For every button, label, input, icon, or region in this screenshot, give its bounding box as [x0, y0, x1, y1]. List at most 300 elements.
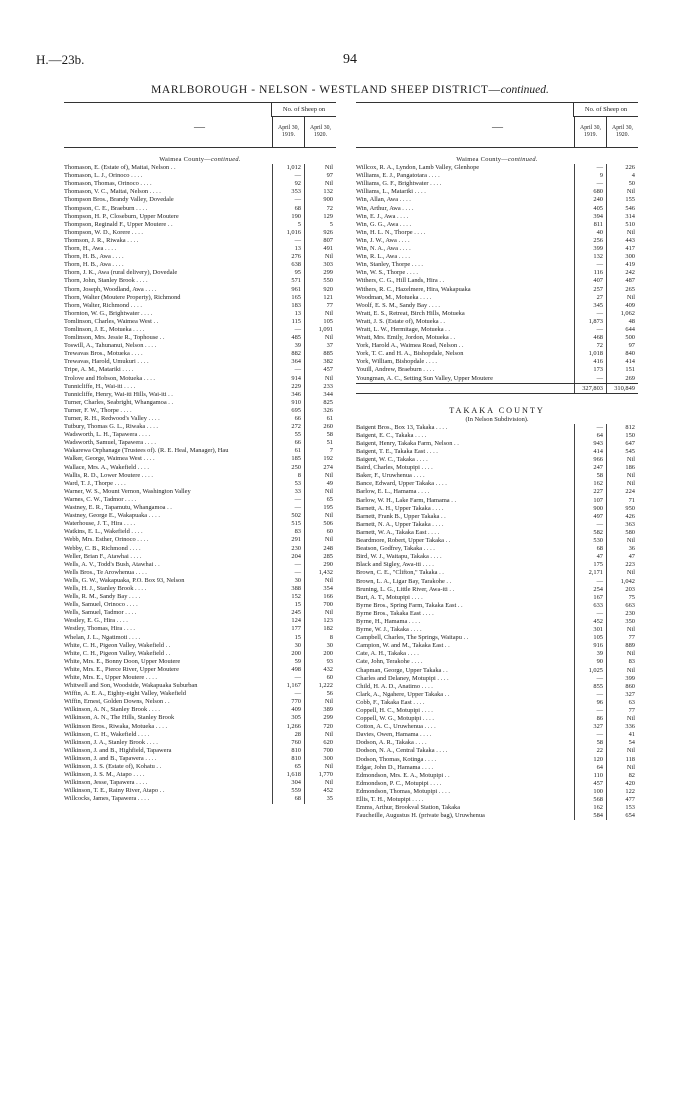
table-row — [64, 609, 336, 617]
table-row — [356, 569, 638, 577]
table-row — [64, 747, 336, 755]
table-row — [64, 690, 336, 698]
right-rows-takaka — [356, 424, 638, 821]
table-row — [64, 358, 336, 366]
table-row — [64, 342, 336, 350]
row-sheep-1920: 233 — [304, 383, 336, 391]
row-name: Thompson, W. D., Korere . . . . — [64, 228, 143, 236]
row-sheep-1919: — — [574, 610, 606, 618]
table-row — [64, 763, 336, 771]
table-row — [64, 569, 336, 577]
row-name: Cate, John, Terakohe . . . . — [356, 658, 423, 666]
row-name: Williams, G. F., Brightwater . . . . — [356, 180, 442, 188]
row-sheep-1919: 254 — [574, 586, 606, 594]
row-sheep-1919: 40 — [574, 229, 606, 237]
table-row — [64, 488, 336, 496]
row-name: Thomason, V. C., Maitai, Nelson . . . . — [64, 188, 161, 196]
row-sheep-1919: 364 — [272, 358, 304, 366]
row-sheep-1919: 96 — [574, 699, 606, 707]
table-row — [64, 431, 336, 439]
row-sheep-1920: 443 — [606, 237, 638, 245]
row-sheep-1920: 56 — [304, 690, 336, 698]
table-row — [64, 674, 336, 682]
row-name: Wallace, Mrs. A., Wakefield . . . . — [64, 463, 149, 471]
row-name: Trolove and Hobson, Motueka . . . . — [64, 374, 156, 382]
row-sheep-1919: 882 — [272, 350, 304, 358]
row-sheep-1920: 105 — [304, 318, 336, 326]
right-section-continued: continued. — [507, 156, 538, 163]
row-sheep-1920: 118 — [606, 756, 638, 764]
row-sheep-1920: 477 — [606, 796, 638, 804]
row-name: Youngman, A. C., Setting Sun Valley, Upper Moutere — [356, 374, 493, 382]
row-name: Burt, A. T., Motupipi . . . . — [356, 593, 423, 601]
row-name: Bance, Edward, Upper Takaka . . . . — [356, 480, 447, 488]
row-sheep-1919: 13 — [272, 245, 304, 253]
row-name: Woolf, E. S. M., Sandy Bay . . . . — [356, 301, 440, 309]
row-sheep-1920: 452 — [304, 787, 336, 795]
table-row — [356, 731, 638, 739]
row-sheep-1920: 60 — [304, 528, 336, 536]
row-sheep-1920: 1,770 — [304, 771, 336, 779]
table-row — [64, 706, 336, 714]
row-name: Thomason, E. (Estate of), Maitai, Nelson . . — [64, 164, 176, 172]
row-sheep-1920: 132 — [304, 188, 336, 196]
row-name: Cobb, F., Takaka East . . . . — [356, 698, 425, 706]
row-sheep-1919: 177 — [272, 625, 304, 633]
table-row — [64, 731, 336, 739]
row-name: Edgar, John D., Hamama . . . . — [356, 763, 434, 771]
row-name: Cate, A. H., Takaka . . . . — [356, 650, 419, 658]
table-row — [64, 480, 336, 488]
row-name: Clark, A., Ngahere, Upper Takaka . . — [356, 690, 450, 698]
row-name: Chapman, George, Upper Takaka . . — [356, 666, 448, 674]
row-sheep-1920: 150 — [606, 432, 638, 440]
row-sheep-1919: 1,873 — [574, 318, 606, 326]
row-sheep-1920: 419 — [606, 261, 638, 269]
row-name: Barlow, W. H., Lake Farm, Hamama . . — [356, 496, 457, 504]
row-sheep-1919: 229 — [272, 383, 304, 391]
table-row — [356, 229, 638, 237]
row-sheep-1919: 28 — [272, 731, 304, 739]
row-sheep-1919: — — [574, 521, 606, 529]
row-sheep-1920: 700 — [304, 747, 336, 755]
row-name: Webb, Mrs. Esther, Orinoco . . . . — [64, 536, 149, 544]
row-name: Faucheille, Augustus H. (private bag), Uruwhenua — [356, 812, 485, 820]
row-sheep-1920: Nil — [606, 456, 638, 464]
row-sheep-1919: 230 — [272, 545, 304, 553]
row-name: Tomlinson, Charles, Waimea West . . — [64, 317, 159, 325]
row-sheep-1920: 1,091 — [304, 326, 336, 334]
row-sheep-1919: 165 — [272, 294, 304, 302]
row-sheep-1920: Nil — [606, 747, 638, 755]
row-name: Coppell, H. C., Motupipi . . . . — [356, 707, 433, 714]
row-name: Wells, Samuel, Orinoco . . . . — [64, 601, 138, 609]
row-name: Wells, G. W., Wakapuaka, P.O. Box 93, Nelson — [64, 576, 185, 584]
row-name: York, William, Bishopdale . . . . — [356, 358, 437, 366]
row-name: Waterhouse, J. T., Hira . . . . — [64, 520, 136, 528]
row-sheep-1920: 720 — [304, 723, 336, 731]
row-sheep-1919: 100 — [574, 788, 606, 796]
row-sheep-1920: Nil — [606, 480, 638, 488]
row-name: Charles and Delaney, Motupipi . . . . — [356, 674, 449, 682]
row-sheep-1920: 71 — [606, 497, 638, 505]
row-name: Cotton, A. C., Uruwhenua . . . . — [356, 723, 436, 731]
row-sheep-1919: 86 — [574, 715, 606, 723]
table-row — [64, 205, 336, 213]
row-sheep-1919: 327 — [574, 723, 606, 731]
table-row — [356, 432, 638, 440]
row-sheep-1920: 545 — [606, 448, 638, 456]
row-sheep-1919: 1,016 — [272, 229, 304, 237]
row-sheep-1920: 51 — [304, 439, 336, 447]
row-sheep-1919: 515 — [272, 520, 304, 528]
row-sheep-1920: 58 — [304, 431, 336, 439]
row-sheep-1920: Nil — [606, 715, 638, 723]
row-name: Youill, Andrew, Braeburn . . . . — [356, 366, 435, 374]
right-column — [356, 102, 638, 820]
table-row — [356, 739, 638, 747]
row-sheep-1919: 584 — [574, 812, 606, 820]
row-name: Baird, Charles, Motupipi . . . . — [356, 464, 433, 472]
table-row — [64, 350, 336, 358]
table-row — [356, 545, 638, 553]
table-row — [356, 221, 638, 229]
row-sheep-1920: 812 — [606, 424, 638, 432]
row-sheep-1919: 39 — [272, 342, 304, 350]
row-sheep-1919: 1,167 — [272, 682, 304, 690]
row-sheep-1919: 291 — [272, 536, 304, 544]
row-sheep-1919: 68 — [272, 205, 304, 213]
row-sheep-1919: — — [272, 690, 304, 698]
table-row — [356, 358, 638, 366]
row-sheep-1920: Nil — [304, 472, 336, 480]
row-name: Brown, L. A., Ligar Bay, Tarakohe . . — [356, 577, 452, 585]
row-sheep-1919: — — [272, 504, 304, 512]
right-year2-header: April 30, 1920. — [606, 117, 638, 147]
table-row — [356, 804, 638, 812]
table-row — [64, 415, 336, 423]
row-sheep-1919: 8 — [272, 472, 304, 480]
row-sheep-1919: 175 — [574, 561, 606, 569]
table-row — [356, 683, 638, 691]
row-name: Tutbury, Thomas G. L., Riwaka . . . . — [64, 423, 159, 431]
row-sheep-1919: — — [272, 196, 304, 204]
table-row — [356, 691, 638, 699]
row-sheep-1919: 695 — [272, 407, 304, 415]
row-name: Toswill, A., Tahunanui, Nelson . . . . — [64, 342, 157, 350]
row-sheep-1920: Nil — [304, 731, 336, 739]
row-name: Win, R. L., Awa . . . . — [356, 253, 411, 261]
row-sheep-1920: Nil — [606, 764, 638, 772]
page-title-continued: continued. — [500, 84, 549, 96]
row-name: Wastney, E. R., Tapamutu, Whangamoa . . — [64, 504, 172, 512]
row-sheep-1920: 510 — [606, 221, 638, 229]
row-sheep-1920: Nil — [304, 488, 336, 496]
table-row — [356, 634, 638, 642]
row-sheep-1919: 64 — [574, 764, 606, 772]
row-name: Tripe, A. M., Matariki . . . . — [64, 366, 134, 374]
row-name: Barnett, W. A., Takaka East . . . . — [356, 528, 440, 536]
row-name: Wilkinson, A. N., The Hills, Stanley Brook — [64, 714, 175, 722]
table-row — [356, 318, 638, 326]
row-sheep-1920: 1,062 — [606, 310, 638, 318]
row-name: Watkins, E. L., Wakefield . . . . — [64, 528, 143, 536]
left-sheep-header: No. of Sheep on — [271, 103, 336, 117]
row-sheep-1920: 491 — [304, 245, 336, 253]
row-name: White, Mrs. E., Upper Moutere . . . . — [64, 674, 157, 681]
row-sheep-1919: 68 — [574, 545, 606, 553]
table-row — [64, 172, 336, 180]
row-sheep-1920: Nil — [606, 569, 638, 577]
row-sheep-1920: 151 — [606, 366, 638, 374]
row-sheep-1919: 353 — [272, 188, 304, 196]
row-name: Wadsworth, L. H., Tapawera . . . . — [64, 431, 151, 439]
row-sheep-1920: 49 — [304, 480, 336, 488]
right-year1-header: April 30, 1919. — [574, 117, 606, 147]
row-name: Ward, T. J., Thorpe . . . . — [64, 479, 126, 487]
row-sheep-1920: 5 — [304, 221, 336, 229]
row-name: Wratt, E. S., Retreat, Birch Hills, Motueka — [356, 309, 465, 317]
row-sheep-1919: 900 — [574, 505, 606, 513]
row-sheep-1919: 83 — [272, 528, 304, 536]
row-sheep-1919: 1,266 — [272, 723, 304, 731]
row-name: Wilkinson, J. S. M., Atapo . . . . — [64, 771, 145, 779]
row-sheep-1919: — — [574, 326, 606, 334]
row-sheep-1920: 61 — [304, 415, 336, 423]
left-section-name: Waimea County— — [159, 156, 211, 163]
row-name: Baigent, E. C., Takaka . . . . — [356, 431, 427, 439]
row-sheep-1920: Nil — [304, 512, 336, 520]
row-sheep-1919: — — [272, 172, 304, 180]
row-name: Wells Bros., Te Arowhenua . . . . — [64, 568, 147, 576]
row-name: Trewavas Bros., Motueka . . . . — [64, 350, 143, 358]
table-row — [356, 658, 638, 666]
row-sheep-1920: 248 — [304, 545, 336, 553]
row-sheep-1919: 633 — [574, 602, 606, 610]
row-sheep-1919: 457 — [574, 780, 606, 788]
table-row — [64, 755, 336, 763]
row-sheep-1920: 192 — [304, 455, 336, 463]
row-sheep-1919: 416 — [574, 358, 606, 366]
table-row — [64, 391, 336, 399]
right-sheep-header: No. of Sheep on — [573, 103, 638, 117]
table-row — [356, 594, 638, 602]
row-name: White, Mrs. E., Bonny Doon, Upper Moutere — [64, 657, 181, 665]
row-sheep-1919: 65 — [272, 763, 304, 771]
row-sheep-1920: 417 — [606, 245, 638, 253]
row-name: Barnett, N. A., Upper Takaka . . . . — [356, 520, 444, 528]
row-sheep-1919: — — [272, 674, 304, 682]
row-name: York, T. C. and H. A., Bishopdale, Nelson — [356, 350, 464, 358]
row-sheep-1920: Nil — [304, 609, 336, 617]
row-sheep-1919: — — [574, 424, 606, 432]
row-sheep-1920: Nil — [606, 537, 638, 545]
row-sheep-1920: 1,432 — [304, 569, 336, 577]
row-sheep-1920: Nil — [606, 294, 638, 302]
row-name: Thomason, L. J., Orinoco . . . . — [64, 172, 143, 180]
row-sheep-1919: 39 — [574, 650, 606, 658]
row-name: Tunnicliffe, Henry, Wai-iti Hills, Wai-iti . . — [64, 390, 173, 398]
row-sheep-1919: 5 — [272, 221, 304, 229]
table-row — [356, 529, 638, 537]
table-row — [356, 796, 638, 804]
row-sheep-1919: — — [272, 561, 304, 569]
row-sheep-1919: 409 — [272, 706, 304, 714]
row-sheep-1919: 855 — [574, 683, 606, 691]
row-sheep-1919: — — [574, 180, 606, 188]
table-row — [356, 618, 638, 626]
row-sheep-1920: Nil — [304, 763, 336, 771]
table-row — [64, 787, 336, 795]
table-row — [356, 188, 638, 196]
table-row — [356, 172, 638, 180]
row-name: Woodman, M., Motueka . . . . — [356, 293, 432, 301]
row-sheep-1919: 15 — [272, 634, 304, 642]
table-row — [64, 528, 336, 536]
row-sheep-1919: 55 — [272, 431, 304, 439]
table-row — [356, 553, 638, 561]
row-sheep-1920: 203 — [606, 586, 638, 594]
row-sheep-1919: 61 — [272, 447, 304, 455]
row-sheep-1919: 22 — [574, 747, 606, 755]
row-sheep-1919: 961 — [272, 286, 304, 294]
row-sheep-1919: 276 — [272, 253, 304, 261]
row-sheep-1920: 8 — [304, 634, 336, 642]
row-sheep-1920: 840 — [606, 350, 638, 358]
row-name: Campbell, Charles, The Springs, Waitapu . . — [356, 634, 469, 642]
table-row — [356, 715, 638, 723]
takaka-subdivision-note: (In Nelson Subdivision). — [465, 415, 529, 423]
table-row — [64, 221, 336, 229]
left-year1-header: April 30, 1919. — [272, 117, 304, 147]
row-sheep-1920: Nil — [304, 536, 336, 544]
table-row — [356, 723, 638, 731]
table-row — [356, 237, 638, 245]
row-sheep-1920: Nil — [304, 577, 336, 585]
row-sheep-1920: 77 — [606, 634, 638, 642]
table-row — [64, 601, 336, 609]
row-sheep-1919: — — [272, 366, 304, 374]
row-sheep-1920: 230 — [606, 610, 638, 618]
row-name: Wilkinson, J. and B., Highfield, Tapawera — [64, 746, 172, 754]
row-name: Wilkinson, J. and B., Tapawera . . . . — [64, 754, 157, 762]
row-sheep-1919: — — [574, 310, 606, 318]
row-sheep-1919: 47 — [574, 553, 606, 561]
row-sheep-1920: Nil — [304, 779, 336, 787]
table-row — [356, 602, 638, 610]
row-sheep-1920: 265 — [606, 286, 638, 294]
row-sheep-1919: 568 — [574, 796, 606, 804]
table-row — [356, 472, 638, 480]
row-name: Win, J. W., Awa . . . . — [356, 236, 410, 244]
table-row — [64, 188, 336, 196]
table-row — [356, 448, 638, 456]
row-sheep-1920: Nil — [606, 667, 638, 675]
table-row — [356, 537, 638, 545]
table-row — [64, 504, 336, 512]
row-sheep-1919: 72 — [574, 342, 606, 350]
row-sheep-1920: 122 — [606, 788, 638, 796]
left-rows — [64, 164, 336, 803]
row-sheep-1919: 190 — [272, 213, 304, 221]
row-name: Thorn, Walter (Moutere Property), Richmond — [64, 293, 181, 301]
row-sheep-1919: 1,018 — [574, 350, 606, 358]
row-sheep-1920: 166 — [304, 593, 336, 601]
row-sheep-1919: 227 — [574, 488, 606, 496]
row-sheep-1920: 226 — [606, 164, 638, 172]
row-sheep-1920: 354 — [304, 585, 336, 593]
row-sheep-1919: 58 — [574, 739, 606, 747]
row-name: Wilkinson, Jesse, Tapawera . . . . — [64, 779, 148, 787]
table-row — [64, 310, 336, 318]
row-name: Davies, Owen, Hamama . . . . — [356, 731, 432, 739]
waimea-total-1920: 310,849 — [606, 384, 638, 393]
row-sheep-1919: 68 — [272, 795, 304, 803]
row-sheep-1920: 1,222 — [304, 682, 336, 690]
row-name: Wells, Samuel, Tadmor . . . . — [64, 609, 137, 617]
row-sheep-1920: 580 — [606, 529, 638, 537]
row-name: Thompson, Reginald F., Upper Moutere . . — [64, 220, 173, 228]
table-row — [64, 447, 336, 455]
row-sheep-1919: 9 — [574, 172, 606, 180]
row-name: Thornton, W. G., Brightwater . . . . — [64, 309, 153, 317]
row-sheep-1920: Nil — [606, 229, 638, 237]
table-row — [64, 617, 336, 625]
row-sheep-1920: 432 — [304, 666, 336, 674]
table-row — [356, 561, 638, 569]
table-row — [356, 699, 638, 707]
row-sheep-1919: — — [574, 675, 606, 683]
row-name: Wells, R. M., Sandy Bay . . . . — [64, 593, 141, 601]
table-row — [64, 723, 336, 731]
row-sheep-1919: 943 — [574, 440, 606, 448]
row-sheep-1919: 452 — [574, 618, 606, 626]
row-sheep-1920: Nil — [606, 188, 638, 196]
row-name: Turner, R. H., Redwood's Valley . . . . — [64, 415, 160, 422]
row-sheep-1919: 405 — [574, 205, 606, 213]
table-row — [356, 196, 638, 204]
table-row — [356, 505, 638, 513]
row-name: Turner, Charles, Seabright, Whangamoa . . — [64, 398, 174, 406]
row-sheep-1919: 910 — [272, 399, 304, 407]
row-sheep-1919: 346 — [272, 391, 304, 399]
table-row — [356, 675, 638, 683]
table-row — [356, 650, 638, 658]
row-name: Wadsworth, Samuel, Tapawera . . . . — [64, 439, 156, 447]
row-sheep-1920: 409 — [606, 302, 638, 310]
right-section-heading — [356, 156, 638, 164]
row-name: Westley, Thomas, Hira . . . . — [64, 625, 136, 633]
row-sheep-1920: 153 — [606, 804, 638, 812]
row-sheep-1919: 256 — [574, 237, 606, 245]
row-sheep-1919: 58 — [574, 472, 606, 480]
row-sheep-1919: 30 — [272, 642, 304, 650]
row-name: Win, W. S., Thorpe . . . . — [356, 269, 418, 277]
table-row — [356, 667, 638, 675]
row-name: Tunnicliffe, H., Wai-iti . . . . — [64, 382, 136, 390]
row-name: Wallis, R. D., Lower Moutere . . . . — [64, 471, 153, 479]
table-row — [64, 577, 336, 585]
row-sheep-1919: 2,171 — [574, 569, 606, 577]
table-row — [64, 496, 336, 504]
table-row — [356, 764, 638, 772]
row-sheep-1919: — — [574, 731, 606, 739]
row-sheep-1920: 274 — [304, 464, 336, 472]
row-sheep-1920: 506 — [304, 520, 336, 528]
row-name: Wells, A. V., Todd's Bush, Atawhai . . — [64, 560, 160, 568]
row-sheep-1919: 30 — [272, 577, 304, 585]
row-sheep-1919: 250 — [272, 464, 304, 472]
